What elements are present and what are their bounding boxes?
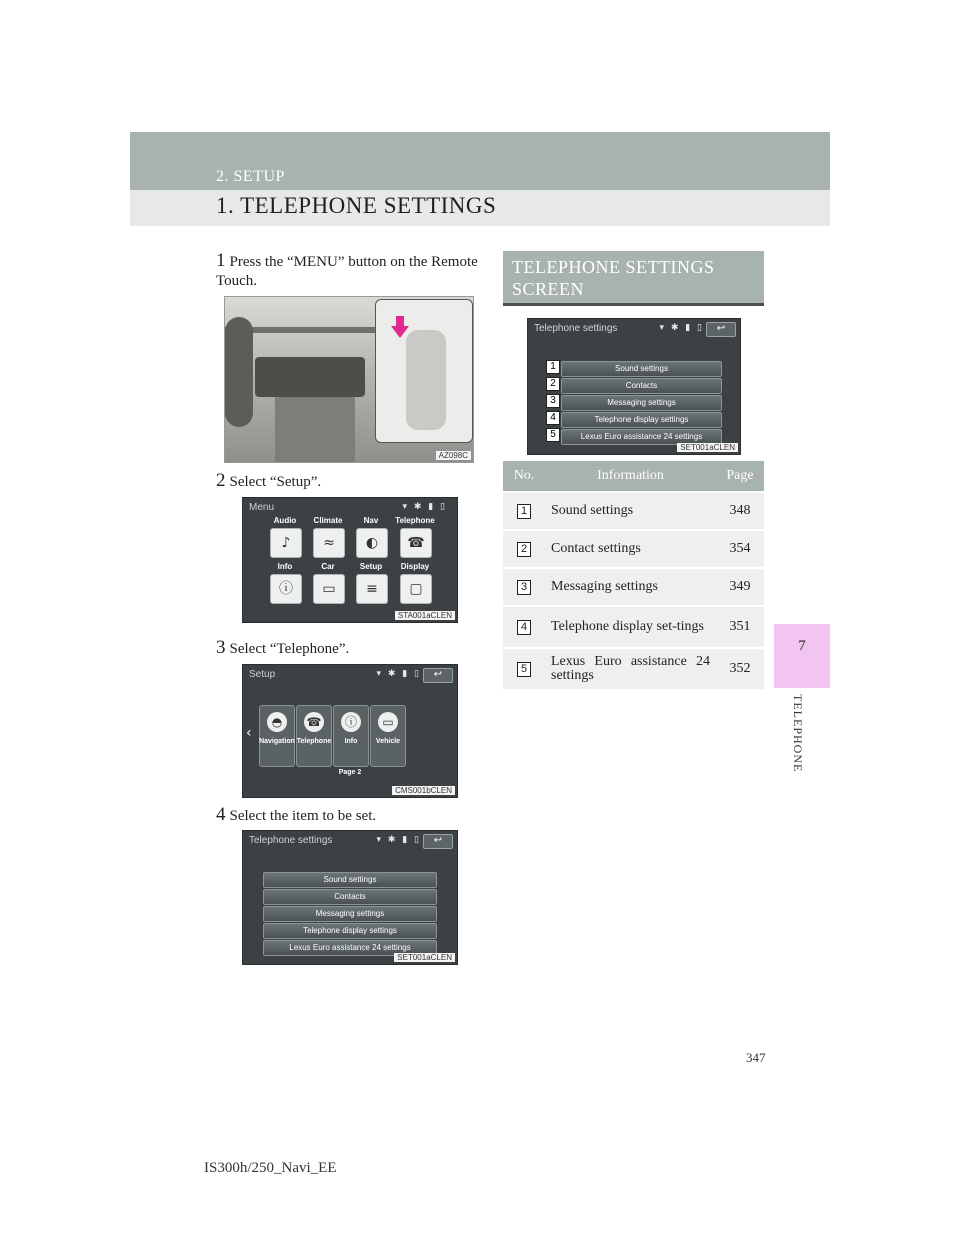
row-number: 3 <box>517 580 531 595</box>
column-header-no: No. <box>503 461 545 492</box>
lexus-euro-assistance-button[interactable]: Lexus Euro assistance 24 settings <box>561 429 722 445</box>
page-number: 347 <box>746 1050 766 1065</box>
step-4 <box>216 805 481 826</box>
callout-number: 3 <box>546 394 560 408</box>
figure-code: STA001aCLEN <box>395 611 455 620</box>
press-arrow-icon <box>391 326 409 338</box>
row-information: Contact settings <box>545 530 716 568</box>
figure-code: AZ098C <box>436 451 471 460</box>
row-number: 2 <box>517 542 531 557</box>
menu-label-car: Car <box>321 562 335 571</box>
section-label: 2. SETUP <box>216 168 285 185</box>
screen-title: Menu <box>249 502 275 513</box>
telephone-display-settings-button[interactable]: Telephone display settings <box>263 923 437 939</box>
chapter-name: TELEPHONE <box>791 694 805 773</box>
row-number: 4 <box>517 620 531 635</box>
setup-tile-telephone[interactable]: ☎ Telephone <box>296 705 332 767</box>
table-row <box>503 648 764 689</box>
table-row <box>503 606 764 648</box>
info-icon: ⓘ <box>341 712 361 732</box>
row-page: 351 <box>716 606 764 648</box>
column-header-page: Page <box>716 461 764 492</box>
info-icon[interactable]: ⓘ <box>270 574 302 604</box>
menu-label-display: Display <box>400 562 430 571</box>
setup-tile-navigation[interactable]: ◓ Navigation <box>259 705 295 767</box>
messaging-settings-button[interactable]: Messaging settings <box>263 906 437 922</box>
column-header-information: Information <box>545 461 716 492</box>
music-note-icon[interactable]: ♪ <box>270 528 302 558</box>
telephone-display-settings-button[interactable]: Telephone display settings <box>561 412 722 428</box>
step-number: 2 <box>216 470 226 491</box>
step-text: Select “Telephone”. <box>229 641 350 657</box>
screen-title: Telephone settings <box>534 323 618 334</box>
status-icons: ▾ ✱ ▮ ▯ <box>376 669 421 679</box>
screen-title: Telephone settings <box>249 835 333 846</box>
step-text: Press the “MENU” button on the Remote Touch. <box>216 254 478 289</box>
step-text: Select “Setup”. <box>229 474 322 490</box>
page-back-chevron-icon[interactable]: ‹ <box>246 725 252 741</box>
back-arrow-icon[interactable]: ↩ <box>423 668 453 683</box>
row-page: 354 <box>716 530 764 568</box>
row-information: Messaging settings <box>545 568 716 606</box>
contacts-button[interactable]: Contacts <box>263 889 437 905</box>
compass-icon: ◓ <box>267 712 287 732</box>
step-1 <box>216 251 481 291</box>
display-icon[interactable]: ▢ <box>400 574 432 604</box>
sound-settings-button[interactable]: Sound settings <box>561 361 722 377</box>
sound-settings-button[interactable]: Sound settings <box>263 872 437 888</box>
row-information: Sound settings <box>545 492 716 530</box>
footer-model-code: IS300h/250_Navi_EE <box>204 1160 337 1176</box>
nav-icon[interactable]: ◐ <box>356 528 388 558</box>
step-number: 4 <box>216 804 226 825</box>
remote-touch-inset <box>375 299 473 443</box>
row-number: 5 <box>517 662 531 677</box>
menu-label-setup: Setup <box>359 562 383 571</box>
figure-code: CMS001bCLEN <box>392 786 455 795</box>
menu-label-info: Info <box>277 562 293 571</box>
setup-tile-vehicle[interactable]: ▭ Vehicle <box>370 705 406 767</box>
status-icons: ▾ ✱ ▮ ▯ <box>402 502 447 512</box>
phone-icon: ☎ <box>304 712 324 732</box>
car-icon[interactable]: ▭ <box>313 574 345 604</box>
row-number: 1 <box>517 504 531 519</box>
step-number: 1 <box>216 250 226 271</box>
row-page: 352 <box>716 648 764 689</box>
callout-number: 5 <box>546 428 560 442</box>
section-heading: TELEPHONE SETTINGS SCREEN <box>512 257 715 299</box>
menu-label-audio: Audio <box>273 516 297 525</box>
table-header-row <box>503 461 764 492</box>
figure-code: SET001aCLEN <box>394 953 455 962</box>
page-label: Page 2 <box>338 769 362 776</box>
row-page: 348 <box>716 492 764 530</box>
chapter-tab <box>774 624 830 688</box>
page-title: 1. TELEPHONE SETTINGS <box>216 193 497 218</box>
chapter-number: 7 <box>798 638 806 654</box>
contacts-button[interactable]: Contacts <box>561 378 722 394</box>
step-number: 3 <box>216 637 226 658</box>
status-icons: ▾ ✱ ▮ ▯ <box>659 323 704 333</box>
callout-number: 2 <box>546 377 560 391</box>
back-arrow-icon[interactable]: ↩ <box>706 322 736 337</box>
figure-code: SET001aCLEN <box>677 443 738 452</box>
setup-screen <box>242 664 458 798</box>
climate-icon[interactable]: ≈ <box>313 528 345 558</box>
menu-screen <box>242 497 458 623</box>
menu-label-climate: Climate <box>313 516 343 525</box>
table-row <box>503 492 764 530</box>
telephone-settings-screen <box>242 830 458 965</box>
remote-touch-photo <box>224 296 474 463</box>
lexus-euro-assistance-button[interactable]: Lexus Euro assistance 24 settings <box>263 940 437 956</box>
setup-icon[interactable]: ≡ <box>356 574 388 604</box>
row-information: Telephone display set-tings <box>545 606 716 648</box>
messaging-settings-button[interactable]: Messaging settings <box>561 395 722 411</box>
phone-icon[interactable]: ☎ <box>400 528 432 558</box>
vehicle-icon: ▭ <box>378 712 398 732</box>
step-text: Select the item to be set. <box>229 808 377 824</box>
row-page: 349 <box>716 568 764 606</box>
table-row <box>503 568 764 606</box>
step-2 <box>216 471 481 492</box>
row-information: Lexus Euro assistance 24 settings <box>545 648 716 689</box>
step-3 <box>216 638 481 659</box>
status-icons: ▾ ✱ ▮ ▯ <box>376 835 421 845</box>
menu-label-telephone: Telephone <box>395 516 435 525</box>
screen-title: Setup <box>249 669 276 680</box>
callout-number: 4 <box>546 411 560 425</box>
menu-label-nav: Nav <box>363 516 379 525</box>
settings-table <box>503 461 764 689</box>
callout-number: 1 <box>546 360 560 374</box>
table-row <box>503 530 764 568</box>
setup-tile-info[interactable]: ⓘ Info <box>333 705 369 767</box>
back-arrow-icon[interactable]: ↩ <box>423 834 453 849</box>
